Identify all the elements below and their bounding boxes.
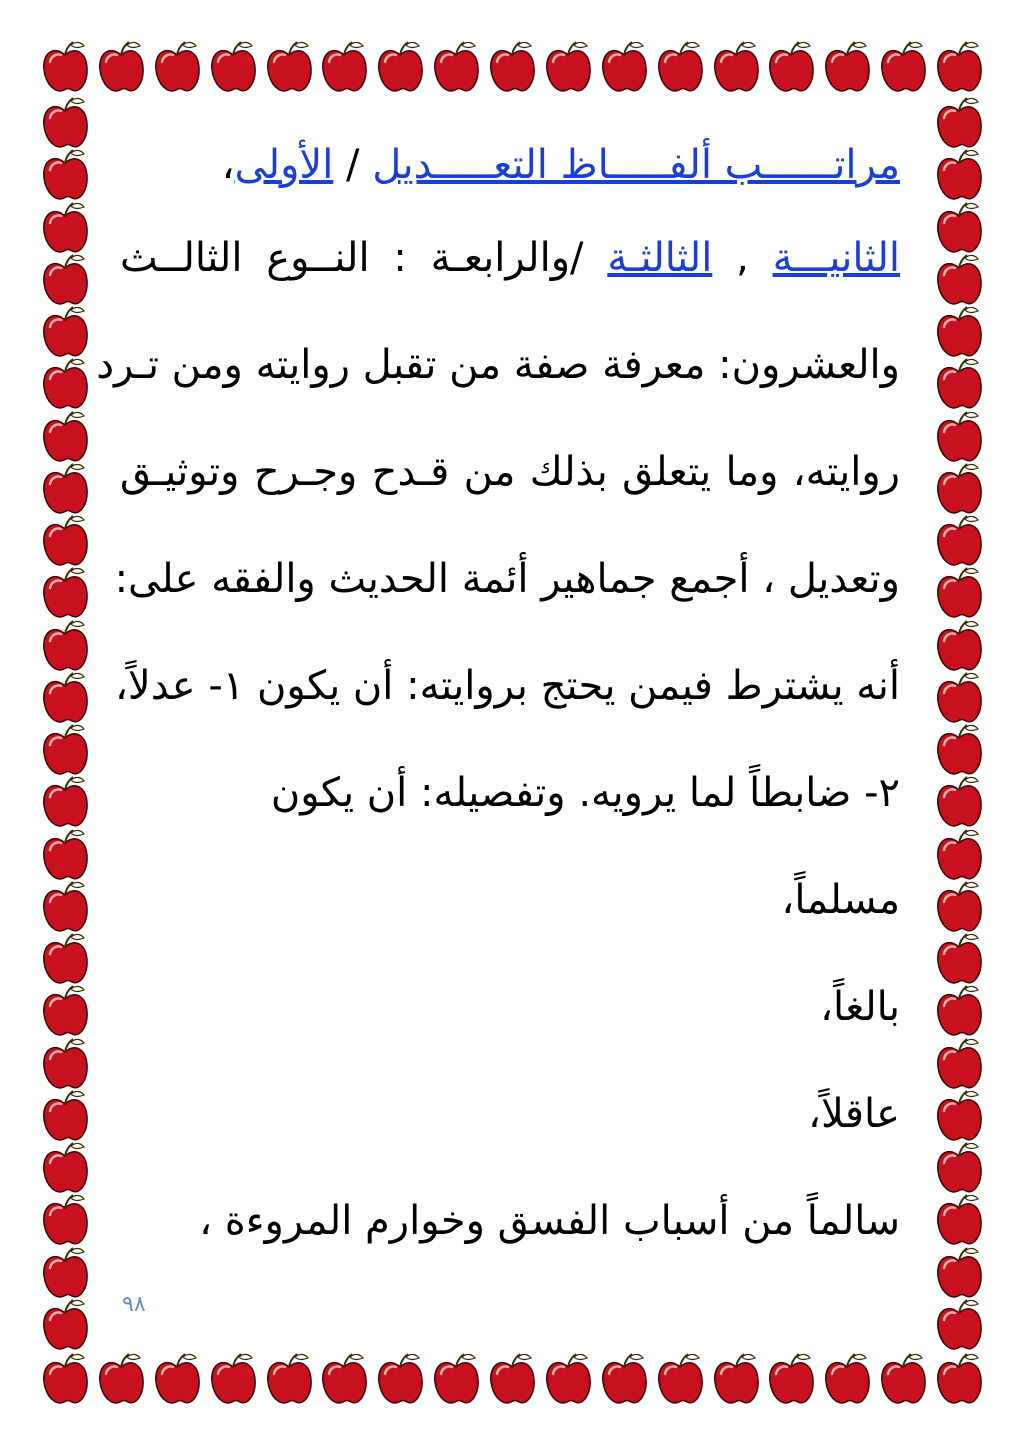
apple-icon — [934, 619, 984, 675]
line-4: روايته، وما يتعلق بذلك من قـدح وجـرح وتوثيـق — [120, 449, 900, 495]
line-6: أنه يشترط فيمن يحتج بروايته: أن يكون ١- عدلاً، — [115, 663, 900, 709]
apple-icon — [934, 1193, 984, 1249]
apple-icon — [264, 1352, 314, 1408]
page-content — [96, 130, 900, 1360]
apple-icon — [319, 40, 369, 96]
apple-icon — [711, 40, 761, 96]
line-2 — [120, 223, 900, 293]
apple-icon — [543, 1352, 593, 1408]
apple-icon — [40, 148, 90, 204]
apple-icon — [264, 40, 314, 96]
apple-icon — [40, 566, 90, 622]
apple-icon — [208, 40, 258, 96]
apple-icon — [40, 1246, 90, 1302]
apple-icon — [40, 932, 90, 988]
apple-icon — [934, 880, 984, 936]
apple-icon — [934, 775, 984, 831]
apple-icon — [40, 514, 90, 570]
apple-icon — [934, 984, 984, 1040]
apple-icon — [96, 40, 146, 96]
line-2-text: /والرابعـة : النــوع الثالــث — [120, 235, 608, 281]
apple-icon — [40, 984, 90, 1040]
apple-icon — [934, 1246, 984, 1302]
apple-icon — [934, 148, 984, 204]
separator: / — [333, 142, 373, 188]
apple-icon — [40, 1089, 90, 1145]
apple-icon — [431, 1352, 481, 1408]
apple-icon — [934, 96, 984, 152]
apple-icon — [40, 723, 90, 779]
apple-icon — [934, 1037, 984, 1093]
apple-icon — [487, 40, 537, 96]
third-rank-link[interactable]: الثالثـة — [607, 235, 713, 281]
apple-icon — [40, 96, 90, 152]
apple-icon — [208, 1352, 258, 1408]
apple-icon — [375, 1352, 425, 1408]
line-9: بالغاً، — [820, 984, 900, 1030]
apple-icon — [934, 1141, 984, 1197]
apple-icon — [766, 1352, 816, 1408]
apple-icon — [934, 357, 984, 413]
apple-icon — [40, 775, 90, 831]
apple-icon — [934, 671, 984, 727]
comma: , — [712, 235, 773, 281]
apple-icon — [711, 1352, 761, 1408]
apple-icon — [40, 671, 90, 727]
apple-icon — [934, 462, 984, 518]
apple-icon — [40, 357, 90, 413]
apple-icon — [40, 1298, 90, 1354]
apple-icon — [40, 880, 90, 936]
apple-icon — [934, 1089, 984, 1145]
apple-icon — [934, 1298, 984, 1354]
apple-icon — [152, 1352, 202, 1408]
apple-icon — [40, 1141, 90, 1197]
line-11: سالماً من أسباب الفسق وخوارم المروءة ، — [199, 1198, 900, 1244]
apple-icon — [934, 253, 984, 309]
apple-icon — [40, 462, 90, 518]
apple-icon — [40, 410, 90, 466]
apple-icon — [878, 40, 928, 96]
apple-icon — [766, 40, 816, 96]
line-10: عاقلاً، — [808, 1091, 900, 1137]
apple-icon — [934, 305, 984, 361]
page-number: ٩٨ — [122, 1292, 146, 1317]
apple-icon — [96, 1352, 146, 1408]
first-rank-link[interactable]: الأولى — [234, 142, 334, 188]
apple-icon — [822, 40, 872, 96]
apple-icon — [934, 514, 984, 570]
line-5: وتعديل ، أجمع جماهير أئمة الحديث والفقه على: — [114, 556, 900, 602]
apple-icon — [40, 201, 90, 257]
line-3: والعشرون: معرفة صفة من تقبل روايته ومن تـرد — [96, 342, 900, 388]
line-7: ٢- ضابطاً لما يرويه. وتفصيله: أن يكون — [270, 770, 900, 816]
apple-icon — [375, 40, 425, 96]
apple-icon — [934, 932, 984, 988]
apple-icon — [40, 305, 90, 361]
comma: ، — [221, 142, 235, 188]
apple-icon — [655, 1352, 705, 1408]
apple-icon — [431, 40, 481, 96]
apple-icon — [543, 40, 593, 96]
apple-icon — [40, 1193, 90, 1249]
apple-icon — [40, 1352, 90, 1408]
apple-icon — [487, 1352, 537, 1408]
apple-icon — [40, 253, 90, 309]
apple-icon — [40, 40, 90, 96]
apple-icon — [934, 40, 984, 96]
ranks-link[interactable]: مراتــــــب ألفـــــاظ التعـــــديل — [372, 142, 900, 188]
apple-icon — [40, 1037, 90, 1093]
second-rank-link[interactable]: الثانيـــة — [772, 235, 900, 281]
apple-icon — [152, 40, 202, 96]
apple-icon — [599, 40, 649, 96]
apple-icon — [40, 619, 90, 675]
apple-icon — [934, 410, 984, 466]
apple-icon — [934, 1352, 984, 1408]
line-8: مسلماً، — [781, 877, 900, 923]
apple-icon — [934, 828, 984, 884]
apple-icon — [40, 828, 90, 884]
apple-icon — [599, 1352, 649, 1408]
apple-icon — [934, 723, 984, 779]
apple-icon — [878, 1352, 928, 1408]
apple-icon — [822, 1352, 872, 1408]
apple-icon — [655, 40, 705, 96]
heading-line — [222, 130, 900, 200]
apple-icon — [319, 1352, 369, 1408]
apple-icon — [934, 201, 984, 257]
apple-icon — [934, 566, 984, 622]
